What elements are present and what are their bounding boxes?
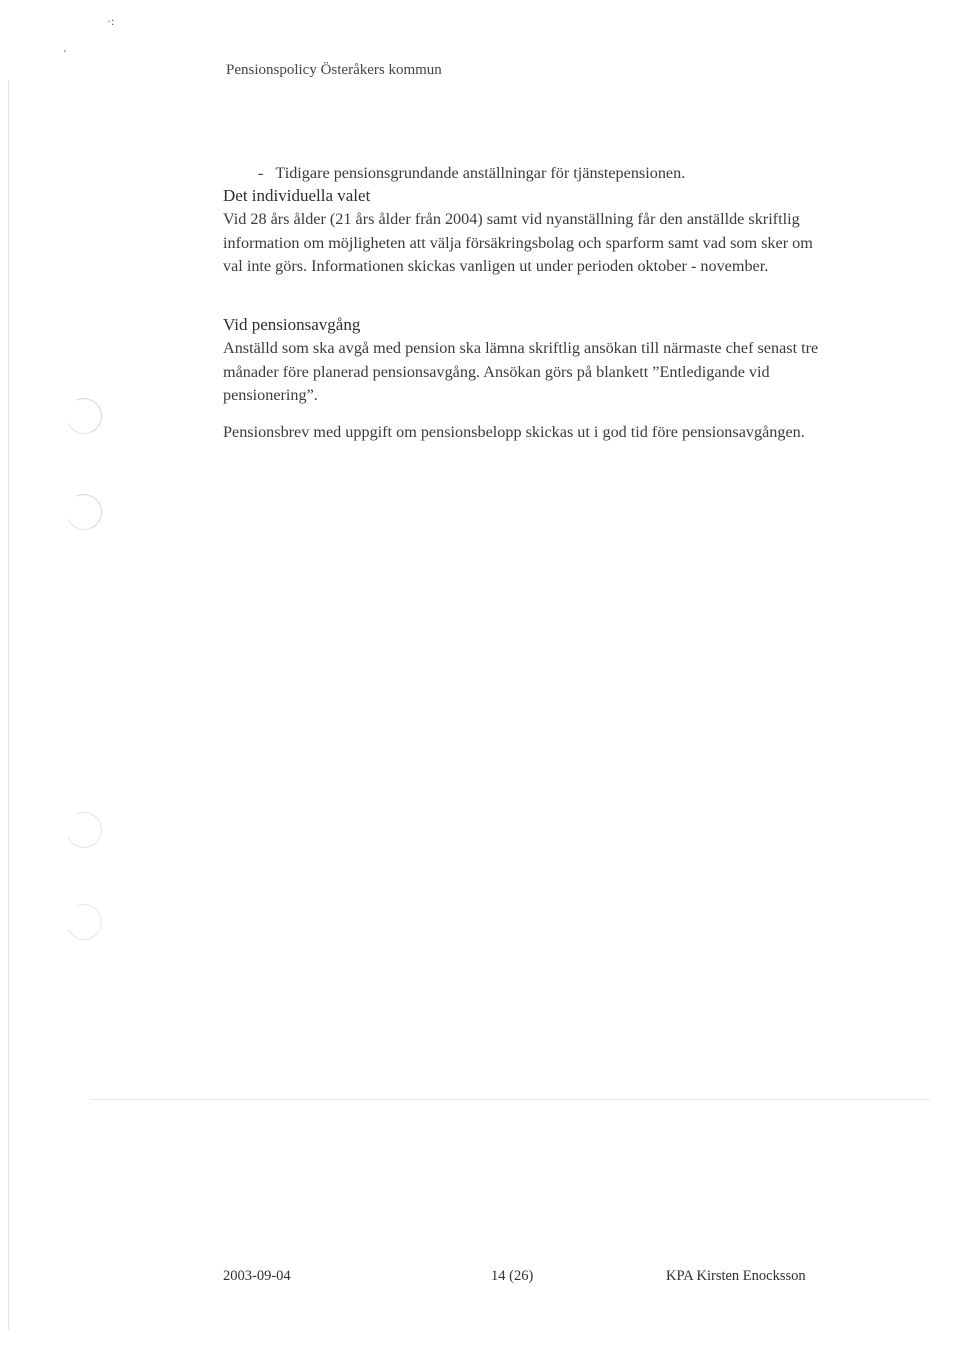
scan-speck: ' (64, 49, 66, 60)
footer-page-number: 14 (26) (491, 1268, 534, 1284)
bullet-dash: - (258, 164, 264, 182)
bullet-item (258, 162, 858, 186)
punch-hole-mark (61, 899, 107, 945)
footer-author: KPA Kirsten Enocksson (666, 1268, 806, 1284)
section-heading-individual-choice: Det individuella valet (223, 186, 371, 205)
paragraph-pension-letter: Pensionsbrev med uppgift om pensionsbelopp skickas ut i god tid före pensionsavgången. (223, 423, 805, 441)
document-header-title: Pensionspolicy Österåkers kommun (226, 62, 442, 78)
punch-hole-mark (61, 807, 107, 853)
bullet-text: Tidigare pensionsgrundande anställningar för tjänstepensionen. (275, 164, 686, 182)
scan-fold-line (90, 1099, 930, 1100)
scan-speck: ·: (107, 14, 115, 28)
punch-hole-mark (61, 489, 107, 535)
punch-hole-mark (61, 393, 107, 439)
paragraph-retirement: Anställd som ska avgå med pension ska lämna skriftlig ansökan till närmaste chef senast tre månader före planerad pensionsavgång. Ansökan görs på blankett ”Entledigande vid pensionering”. (223, 339, 819, 404)
section-heading-retirement: Vid pensionsavgång (223, 315, 361, 334)
scan-edge-line (8, 80, 9, 1330)
paragraph-individual-choice: Vid 28 års ålder (21 års ålder från 2004) samt vid nyanställning får den anställde skriftlig information om möjligheten att välja försäkringsbolag och sparform samt vad som sker om val inte görs. Informationen skickas vanligen ut under perioden oktober - november. (223, 210, 813, 275)
footer-date: 2003-09-04 (223, 1268, 291, 1284)
